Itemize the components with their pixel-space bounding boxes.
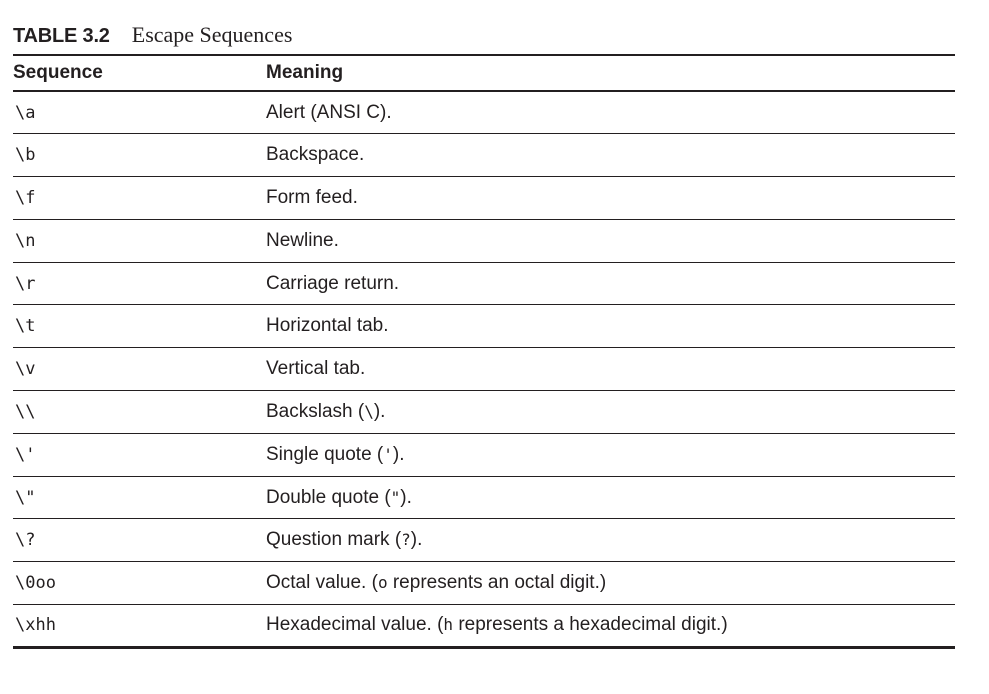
meaning-code: o [377,573,388,593]
table-caption [13,18,955,54]
meaning-text: Hexadecimal value. ( [266,614,444,636]
sequence-cell: \" [13,476,266,519]
meaning-cell [266,91,955,134]
meaning-cell [266,134,955,177]
meaning-text: ). [373,400,386,422]
table-row [13,562,955,605]
table-row [13,476,955,519]
meaning-text: Horizontal tab. [266,315,389,337]
table-row [13,433,955,476]
meaning-cell [266,305,955,348]
escape-sequences-table-page [13,18,955,649]
table-caption-title: Escape Sequences [131,22,293,47]
table-row [13,305,955,348]
meaning-cell [266,348,955,391]
meaning-cell [266,391,955,434]
sequence-cell: \f [13,177,266,220]
sequence-cell: \n [13,219,266,262]
sequence-cell: \? [13,519,266,562]
sequence-cell: \\ [13,391,266,434]
sequence-cell: \' [13,433,266,476]
meaning-text: ). [410,529,423,551]
meaning-text: Question mark ( [266,529,402,551]
table-body [13,91,955,647]
meaning-cell [266,219,955,262]
meaning-code: \ [364,401,374,421]
meaning-text: Single quote ( [266,443,384,465]
table-caption-label: TABLE 3.2 [13,25,110,47]
table-row [13,91,955,134]
meaning-text: Backslash ( [266,400,365,422]
meaning-cell [266,262,955,305]
meaning-text: Form feed. [266,186,358,208]
meaning-code: ? [401,530,411,550]
escape-sequences-table [13,54,955,649]
table-row [13,219,955,262]
meaning-text: Carriage return. [266,272,400,294]
meaning-code: ' [383,444,393,464]
table-row [13,134,955,177]
sequence-cell: \b [13,134,266,177]
sequence-cell: \v [13,348,266,391]
meaning-cell [266,519,955,562]
header-meaning: Meaning [266,55,955,91]
meaning-cell [266,433,955,476]
meaning-text: represents an octal digit.) [387,572,607,594]
table-row [13,348,955,391]
meaning-cell [266,476,955,519]
meaning-cell [266,605,955,648]
sequence-cell: \0oo [13,562,266,605]
sequence-cell: \a [13,91,266,134]
table-row [13,391,955,434]
table-row [13,519,955,562]
header-sequence: Sequence [13,55,266,91]
meaning-cell [266,177,955,220]
sequence-cell: \xhh [13,605,266,648]
table-row [13,262,955,305]
meaning-text: Backspace. [266,144,365,166]
sequence-cell: \t [13,305,266,348]
meaning-text: Double quote ( [266,486,391,508]
table-row [13,605,955,648]
table-row [13,177,955,220]
table-header-row [13,55,955,91]
meaning-text: Octal value. ( [266,572,378,594]
meaning-text: Newline. [266,229,339,251]
meaning-code: h [443,615,454,635]
meaning-text: represents a hexadecimal digit.) [453,614,728,636]
meaning-text: Alert (ANSI C). [266,101,392,123]
meaning-text: ). [392,443,405,465]
meaning-text: ). [400,486,412,508]
meaning-text: Vertical tab. [266,358,366,380]
sequence-cell: \r [13,262,266,305]
meaning-code: " [390,487,401,507]
meaning-cell [266,562,955,605]
